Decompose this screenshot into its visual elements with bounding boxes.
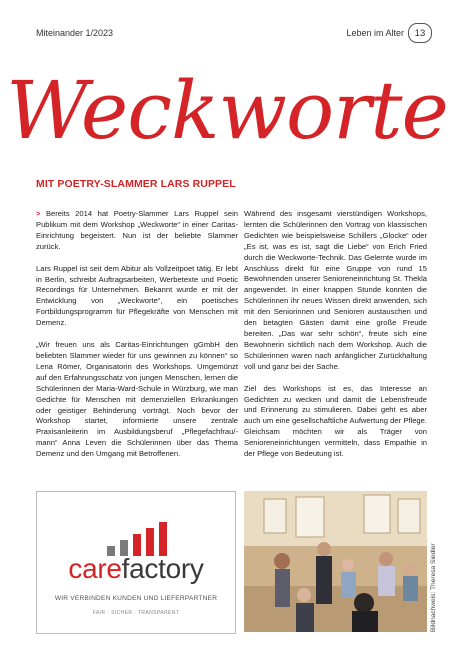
ad-tagline: WIR VERBINDEN KUNDEN UND LIEFERPARTNER [54,595,218,602]
brand-wordmark: carefactory [68,553,204,584]
article-title: Weckworte [6,64,448,157]
photo-credit: Bildnachweis: Theresa Siedler [430,543,437,632]
workshop-photo [244,491,427,632]
left-text-column [36,209,238,471]
chevron-right-icon: > [36,209,46,218]
paragraph: Ziel des Workshops ist es, das Interesse an Gedichten zu wecken und damit die Lebensfreude und Erinnerung zu stimulieren. Dabei geht es aber auch um eine gesellschaftliche Aufwertung der Pflege. Gleichsam möchten wir als Träger von Senioreneinrichtungen vermitteln, dass Empathie in der Pflege von Bedeutung ist. [244,383,427,459]
section-label: Leben im Alter [346,28,404,38]
paragraph: Während des insgesamt vierstündigen Workshops, lernten die Schülerinnen den Vortrag von klassischen Gedichten wie beispielsweise Schillers „Glocke“ oder „Es ist, was es ist, sagt die Liebe“ von Erich Fried durch die Weckworte-Technik. Das Gelernte wurde im Anschluss direkt für eine Gruppe von rund 15 Bewohnenden unserer Senioreneinrichtung St. Thekla angewendet. In einer knappen Stunde konnten die Schülerinnen ihr neues Wissen direkt anwenden, sich mit den Seniorinnen und Senioren austauschen und den betagten Gästen damit eine große Freude bereiten. „Das war sehr schön“, freute sich eine Bewohnerin sichtlich nach dem Workshop. Auch die Schülerinnen waren nach anfänglicher Zurückhaltung voll und ganz bei der Sache. [244,209,427,371]
page-number-badge: 13 [408,23,432,43]
paragraph: Lars Ruppel ist seit dem Abitur als Vollzeitpoet tätig. Er lebt in Berlin, schreibt Auftragsarbeiten, Werbetexte und Poetic Recordings für Unternehmen. Bekannt wurde er mit der Entwicklung von „Weckworte“, ein poetisches Fortbildungsprogramm für Pflegekräfte von Menschen mit Demenz. [36,263,238,328]
paragraph: „Wir freuen uns als Caritas-Einrichtungen gGmbH den beliebten Slammer wieder für uns gewinnen zu können“ so Lena Römer, Organisatorin des Workshops. Umgemünzt auf den Erfahrungsschatz von jungen Menschen, lernen die Schülerinnen der Maria-Ward-Schule in Würzburg, wie man Gedichte für Menschen mit demenziellen Erkrankungen oder geistiger Behinderung vorträgt. Noch bevor der Workshop startet, informierte unsere zentrale Praxisanleiterin im Ausbildungsberuf „Pflegefachfrau/-mann“ Anna Leven die Schülerinnen über das Thema Demenz und den Umgang mit Betroffenen. [36,340,238,459]
issue-label: Miteinander 1/2023 [36,28,114,38]
right-text-column [244,209,427,471]
article-subtitle: MIT POETRY-SLAMMER LARS RUPPEL [36,178,236,190]
paragraph: > Bereits 2014 hat Poetry-Slammer Lars Ruppel sein Publikum mit dem Workshop „Weckworte“ in einer Caritas-Einrichtung begeistert. Nun ist der beliebte Slammer zurück. [36,209,238,251]
ad-subtagline: FAIR · SICHER · TRANSPARENT [92,610,180,616]
bar-logo-icon [107,522,167,556]
page-header-right [346,23,432,43]
carefactory-advertisement [36,491,236,634]
